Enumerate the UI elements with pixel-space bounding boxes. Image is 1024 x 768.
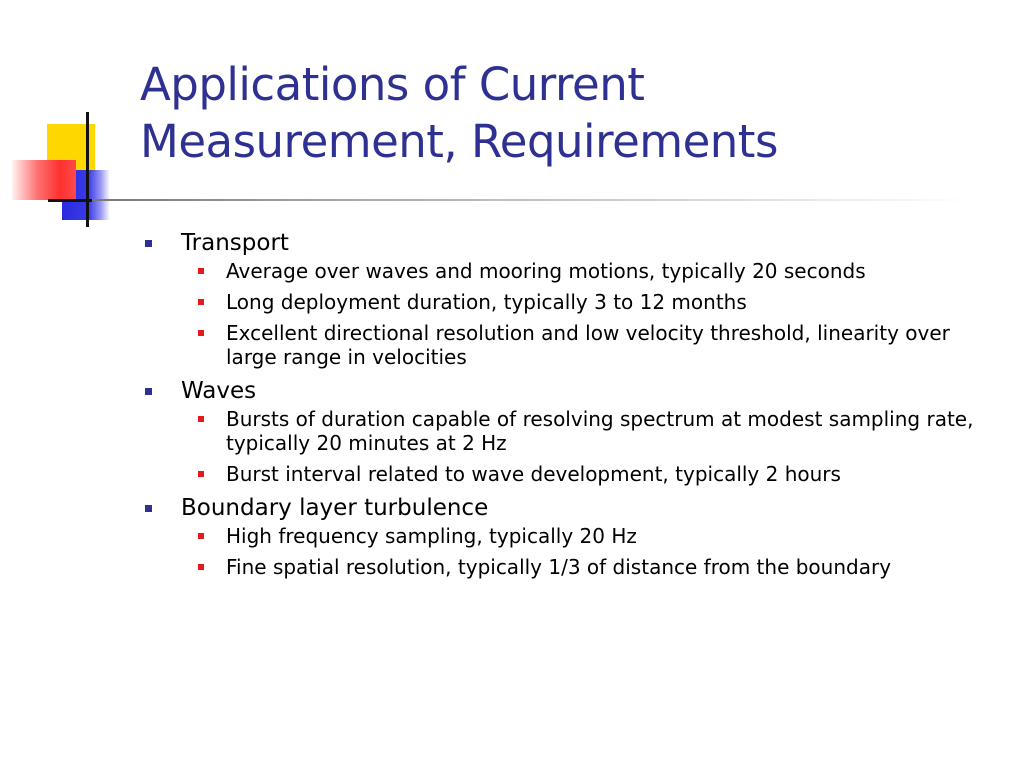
- square-bullet-icon: [198, 330, 204, 336]
- list-item-waves: [142, 376, 1002, 486]
- title-line-2: Measurement, Requirements: [140, 115, 778, 168]
- square-bullet-icon: [145, 240, 152, 247]
- square-bullet-icon: [145, 388, 152, 395]
- list-item-transport: [142, 228, 1002, 369]
- square-bullet-icon: [198, 471, 204, 477]
- list-item-boundary-layer: [142, 493, 1002, 579]
- section-heading: Transport: [181, 230, 289, 256]
- square-bullet-icon: [145, 505, 152, 512]
- square-bullet-icon: [198, 416, 204, 422]
- sub-list-item: [142, 555, 1002, 579]
- sub-list-item: [142, 321, 1002, 369]
- square-bullet-icon: [198, 299, 204, 305]
- bullet-list: [142, 228, 1002, 579]
- sub-list: [142, 407, 1002, 486]
- sub-item-text: Bursts of duration capable of resolving spectrum at modest sampling rate, typically 20 minutes at 2 Hz: [226, 407, 974, 455]
- sub-item-text: Average over waves and mooring motions, typically 20 seconds: [226, 259, 866, 283]
- decor-red-square: [12, 160, 76, 200]
- sub-list-item: [142, 290, 1002, 314]
- slide-body: [142, 228, 1002, 586]
- corner-decoration: [0, 0, 150, 240]
- sub-item-text: Burst interval related to wave development, typically 2 hours: [226, 462, 841, 486]
- square-bullet-icon: [198, 533, 204, 539]
- title-divider: [92, 199, 972, 201]
- sub-list-item: [142, 407, 1002, 455]
- sub-list-item: [142, 259, 1002, 283]
- square-bullet-icon: [198, 268, 204, 274]
- square-bullet-icon: [198, 564, 204, 570]
- decor-vertical-line: [86, 112, 89, 227]
- sub-list-item: [142, 524, 1002, 548]
- section-heading: Waves: [181, 378, 257, 404]
- sub-item-text: Excellent directional resolution and low velocity threshold, linearity over large range in velocities: [226, 321, 950, 369]
- title-line-1: Applications of Current: [140, 58, 645, 111]
- sub-list: [142, 524, 1002, 579]
- sub-list-item: [142, 462, 1002, 486]
- section-heading: Boundary layer turbulence: [181, 495, 489, 521]
- sub-list: [142, 259, 1002, 369]
- sub-item-text: Fine spatial resolution, typically 1/3 of distance from the boundary: [226, 555, 892, 579]
- slide-title: [140, 56, 1000, 170]
- sub-item-text: Long deployment duration, typically 3 to 12 months: [226, 290, 747, 314]
- decor-horizontal-line: [48, 199, 92, 202]
- sub-item-text: High frequency sampling, typically 20 Hz: [226, 524, 637, 548]
